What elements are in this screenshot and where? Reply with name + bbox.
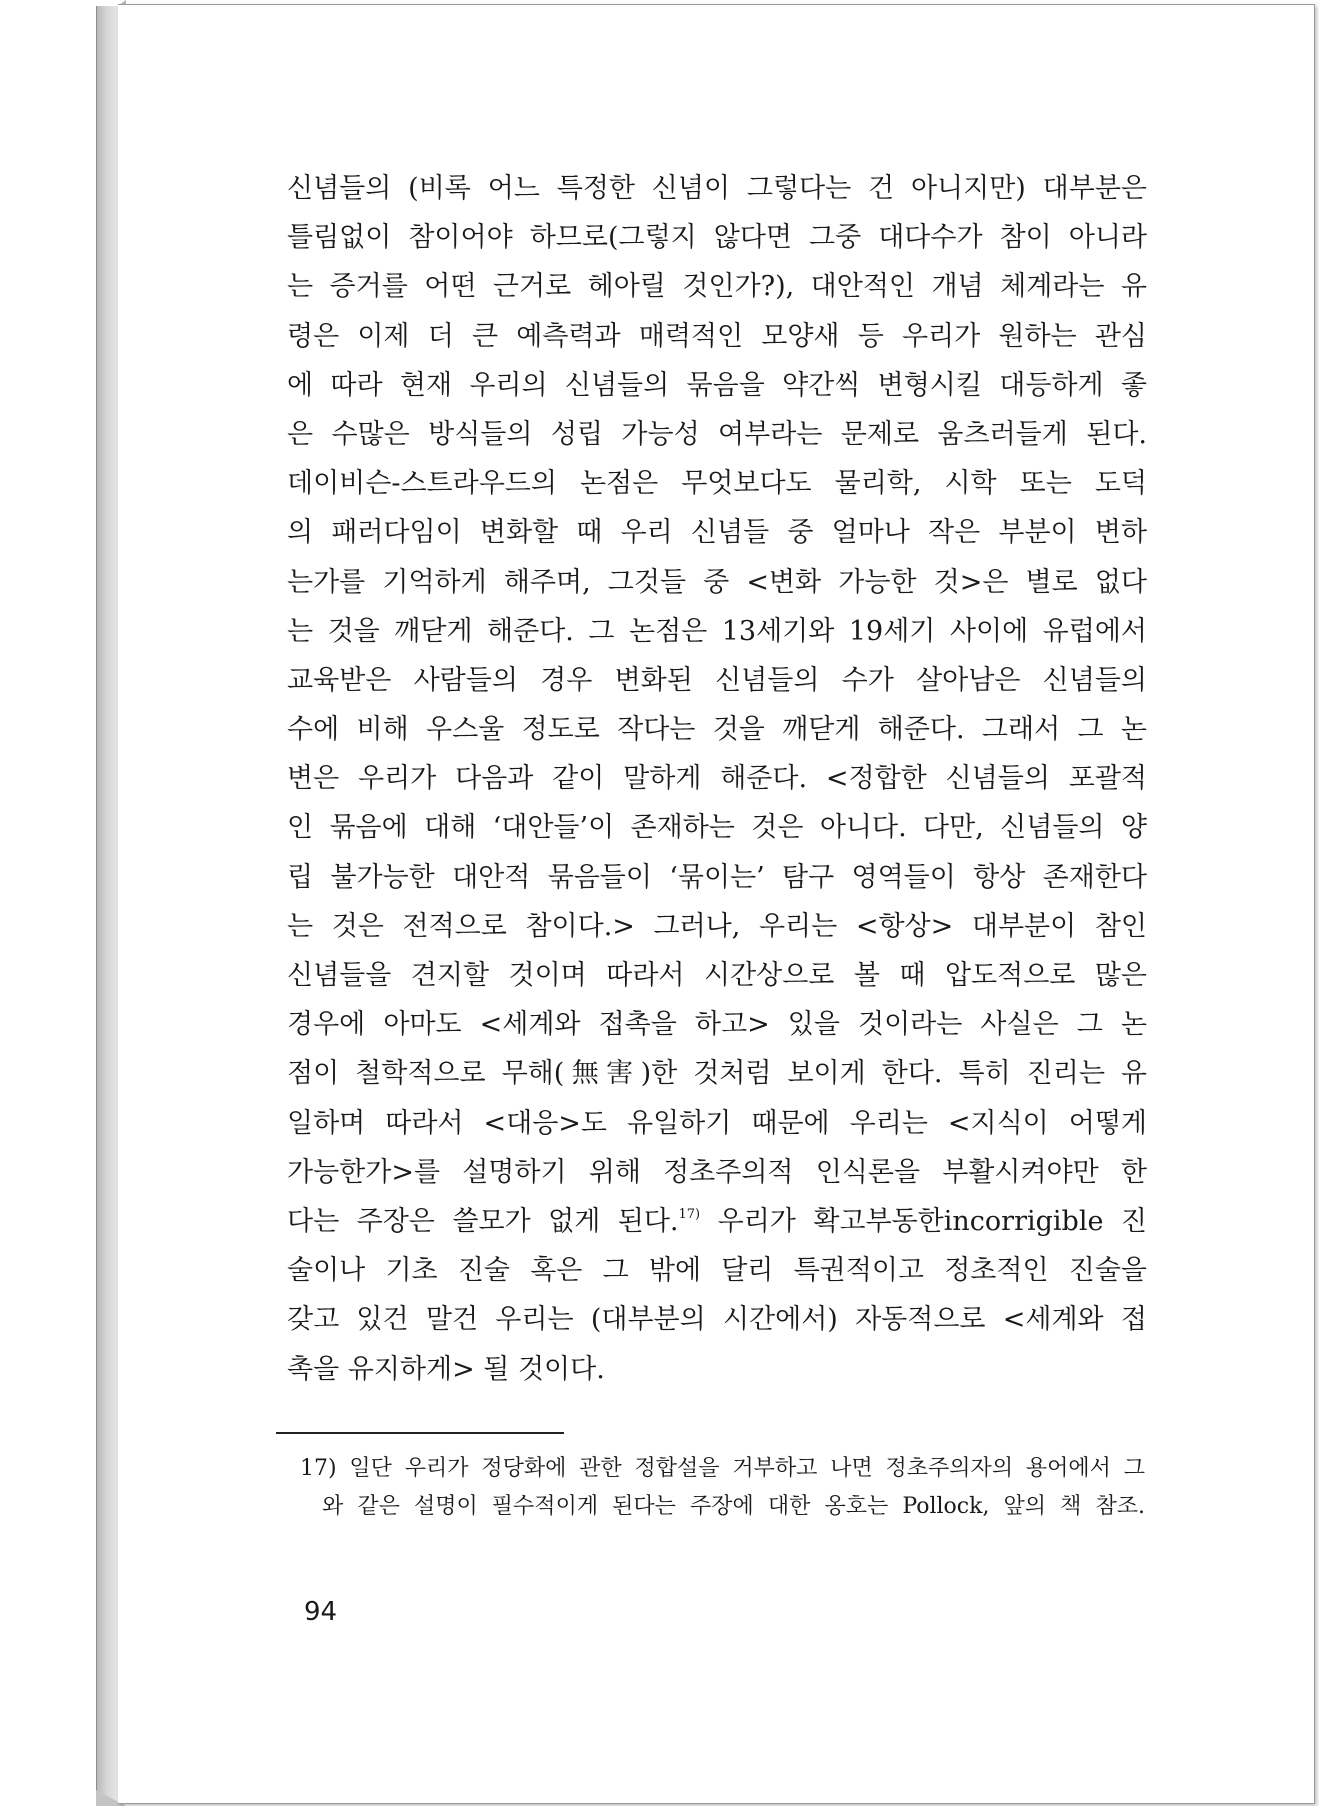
body-line-22-text: 다는 주장은 쓸모가 없게 된다. [287, 1205, 679, 1237]
body-line-22-text-cont: 우리가 확고부동한incorrigible 진 [700, 1205, 1147, 1237]
body-line-1: 신념들의 (비록 어느 특정한 신념이 그렇다는 건 아니지만) 대부분은 [287, 173, 1147, 204]
body-line-5: 에 따라 현재 우리의 신념들의 묶음을 약간씩 변형시킬 대등하게 좋 [287, 369, 1147, 401]
body-line-6: 은 수많은 방식들의 성립 가능성 여부라는 문제로 움츠러들게 된다. [287, 418, 1147, 450]
footnote-divider [276, 1432, 564, 1434]
body-line-19: 점이 철학적으로 무해(無害)한 것처럼 보이게 한다. 특히 진리는 유 [287, 1058, 1147, 1090]
body-line-7: 데이비슨-스트라우드의 논점은 무엇보다도 물리학, 시학 또는 도덕 [287, 468, 1147, 500]
footnote [300, 1450, 1145, 1526]
footnote-reference[interactable]: 17) [678, 1206, 701, 1222]
body-line-20: 일하며 따라서 <대응>도 유일하기 때문에 우리는 <지식이 어떻게 [287, 1107, 1147, 1139]
body-line-8: 의 패러다임이 변화할 때 우리 신념들 중 얼마나 작은 부분이 변하 [287, 517, 1147, 549]
body-line-22 [287, 1197, 1147, 1246]
body-line-13: 변은 우리가 다음과 같이 말하게 해준다. <정합한 신념들의 포괄적 [287, 763, 1147, 795]
footnote-line-1: 17) 일단 우리가 정당화에 관한 정합설을 거부하고 나면 정초주의자의 용어에서 그 [300, 1456, 1145, 1481]
page-number: 94 [304, 1597, 338, 1627]
body-line-11: 교육받은 사람들의 경우 변화된 신념들의 수가 살아남은 신념들의 [287, 664, 1147, 696]
body-line-4: 령은 이제 더 큰 예측력과 매력적인 모양새 등 우리가 원하는 관심 [287, 320, 1147, 352]
body-line-15: 립 불가능한 대안적 묶음들이 ‘묶이는’ 탐구 영역들이 항상 존재한다 [287, 861, 1147, 893]
body-line-21: 가능한가>를 설명하기 위해 정초주의적 인식론을 부활시켜야만 한 [287, 1156, 1147, 1188]
footnote-line-2: 와 같은 설명이 필수적이게 된다는 주장에 대한 옹호는 Pollock, 앞의 책 참조. [322, 1494, 1145, 1519]
body-line-3: 는 증거를 어떤 근거로 헤아릴 것인가?), 대안적인 개념 체계라는 유 [287, 271, 1147, 303]
body-line-9: 는가를 기억하게 해주며, 그것들 중 <변화 가능한 것>은 별로 없다 [287, 566, 1147, 598]
body-text [287, 164, 1147, 1394]
body-line-18: 경우에 아마도 <세계와 접촉을 하고> 있을 것이라는 사실은 그 논 [287, 1009, 1147, 1041]
body-line-16: 는 것은 전적으로 참이다.> 그러나, 우리는 <항상> 대부분이 참인 [287, 910, 1147, 942]
body-line-23: 술이나 기초 진술 혹은 그 밖에 달리 특권적이고 정초적인 진술을 [287, 1255, 1147, 1287]
body-line-2: 틀림없이 참이어야 하므로(그렇지 않다면 그중 대다수가 참이 아니라 [287, 222, 1147, 254]
body-line-24: 갖고 있건 말건 우리는 (대부분의 시간에서) 자동적으로 <세계와 접 [287, 1304, 1147, 1336]
body-line-12: 수에 비해 우스울 정도로 작다는 것을 깨닫게 해준다. 그래서 그 논 [287, 714, 1147, 746]
body-line-25: 촉을 유지하게> 될 것이다. [287, 1353, 605, 1385]
body-line-14: 인 묶음에 대해 ‘대안들’이 존재하는 것은 아니다. 다만, 신념들의 양 [287, 812, 1147, 844]
body-line-10: 는 것을 깨닫게 해준다. 그 논점은 13세기와 19세기 사이에 유럽에서 [287, 615, 1147, 647]
body-line-17: 신념들을 견지할 것이며 따라서 시간상으로 볼 때 압도적으로 많은 [287, 960, 1147, 991]
